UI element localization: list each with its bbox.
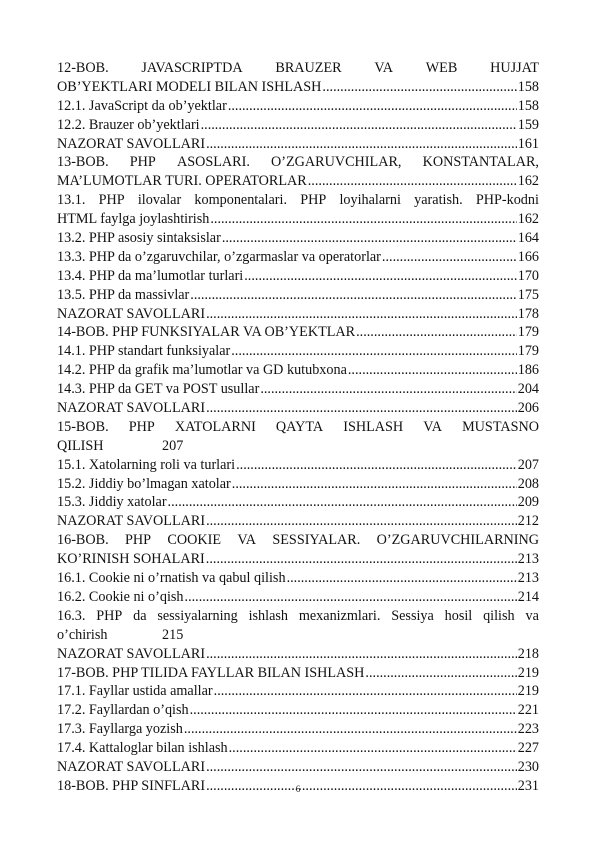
toc-entry-page: 179	[517, 324, 539, 341]
toc-word: PHP	[98, 192, 125, 209]
toc-word: KONSTANTALAR,	[422, 154, 539, 171]
toc-entry-label: KO’RINISH SOHALARI	[57, 551, 205, 568]
toc-entry	[57, 512, 539, 531]
toc-entry-label: OB’YEKTLARI MODELI BILAN ISHLASH	[57, 78, 322, 95]
toc-entry	[57, 569, 539, 588]
toc-entry-page: 178	[517, 305, 539, 322]
dot-leader	[322, 78, 516, 97]
dot-leader	[210, 210, 516, 229]
toc-word: WEB	[425, 60, 458, 76]
toc-entry-label: 16.1. Cookie ni o’rnatish va qabul qilish	[57, 570, 286, 587]
toc-entry	[57, 59, 539, 78]
toc-entry-page: 206	[517, 400, 539, 417]
dot-leader	[222, 229, 517, 248]
toc-word: VA	[237, 532, 257, 549]
dot-leader	[308, 172, 517, 191]
dot-leader	[365, 664, 516, 683]
toc-word: VA	[423, 418, 442, 435]
toc-entry-page: 214	[517, 588, 539, 605]
toc-entry-label: 12.2. Brauzer ob’yektlari	[57, 116, 200, 133]
toc-entry-page: 207	[517, 456, 539, 473]
dot-leader	[356, 323, 517, 342]
toc-entry-page: 158	[517, 78, 539, 95]
toc-entry	[57, 456, 539, 475]
toc-word: 13.1.	[57, 192, 86, 209]
toc-entry-page: 161	[517, 135, 539, 152]
toc-entry-label: 17.4. Kattaloglar bilan ishlash	[57, 740, 228, 757]
toc-word: 13-BOB.	[57, 154, 109, 171]
toc-entry	[57, 323, 539, 342]
toc-word: ASOSLARI.	[176, 154, 250, 171]
toc-word: VA	[374, 60, 394, 76]
toc-entry-page: 219	[517, 664, 539, 681]
dot-leader	[214, 682, 517, 701]
toc-entry-label: 17-BOB. PHP TILIDA FAYLLAR BILAN ISHLASH	[57, 664, 365, 681]
toc-entry-page: 231	[517, 777, 539, 794]
toc-word: O’ZGARUVCHILARNING	[376, 532, 539, 549]
toc-entry	[57, 380, 539, 399]
toc-entry-page: 175	[517, 286, 539, 303]
toc-entry-page: 186	[517, 362, 539, 379]
dot-leader	[206, 135, 517, 154]
toc-word: 12-BOB.	[57, 60, 109, 76]
toc-entry-page: 162	[517, 173, 539, 190]
toc-entry-page: 179	[517, 343, 539, 360]
toc-entry-label: 13.2. PHP asosiy sintaksislar	[57, 230, 221, 247]
toc-entry-label: 14.2. PHP da grafik ma’lumotlar va GD kutubxona	[57, 362, 347, 379]
dot-leader	[260, 380, 516, 399]
toc-word: PHP	[300, 192, 327, 209]
toc-entry-label: 12.1. JavaScript da ob’yektlar	[57, 97, 227, 114]
toc-word: hosil	[444, 607, 473, 624]
toc-entry	[57, 739, 539, 758]
toc-word: MUSTASNO	[462, 418, 539, 435]
dot-leader	[232, 475, 517, 494]
toc-entry-label: 18-BOB. PHP SINFLARI	[57, 777, 206, 794]
toc-entry	[57, 210, 539, 229]
toc-word: SESSIYALAR.	[272, 532, 361, 549]
toc-entry-page: 215	[162, 626, 184, 643]
toc-entry	[57, 342, 539, 361]
dot-leader	[190, 701, 517, 720]
toc-entry	[57, 493, 539, 512]
toc-entry	[57, 286, 539, 305]
toc-entry	[57, 361, 539, 380]
toc-entry-page: 204	[517, 381, 539, 398]
toc-entry-page: 218	[517, 645, 539, 662]
toc-entry	[57, 305, 539, 324]
toc-entry-label: 17.2. Fayllardan o’qish	[57, 702, 189, 719]
toc-word: COOKIE	[167, 532, 221, 549]
toc-entry	[57, 116, 539, 135]
page-number: 6	[295, 784, 301, 794]
toc-entry	[57, 645, 539, 664]
toc-entry-page: 212	[517, 513, 539, 530]
toc-entry-label: NAZORAT SAVOLLARI	[57, 305, 206, 322]
toc-entry	[57, 191, 539, 210]
toc-word: O’ZGARUVCHILAR,	[271, 154, 402, 171]
toc-word: PHP	[96, 607, 123, 624]
toc-entry-page: 209	[517, 494, 539, 511]
toc-word: 15-BOB.	[57, 418, 109, 435]
dot-leader	[206, 399, 517, 418]
toc-entry	[57, 588, 539, 607]
dot-leader	[184, 720, 517, 739]
toc-entry	[57, 664, 539, 683]
toc-entry	[57, 97, 539, 116]
toc-word: va	[525, 607, 539, 624]
table-of-contents	[57, 59, 539, 796]
toc-entry-page: 159	[517, 116, 539, 133]
dot-leader	[348, 361, 517, 380]
toc-word: ISHLASH	[343, 418, 404, 435]
toc-entry	[57, 418, 539, 437]
dot-leader	[287, 569, 517, 588]
toc-entry-label: 15.3. Jiddiy xatolar	[57, 494, 167, 511]
toc-entry	[57, 248, 539, 267]
toc-word: PHP	[125, 532, 152, 549]
toc-entry-label: o’chirish	[57, 626, 108, 643]
dot-leader	[206, 550, 517, 569]
toc-entry-page: 221	[517, 702, 539, 719]
dot-leader	[185, 588, 517, 607]
toc-entry	[57, 607, 539, 626]
dot-leader	[229, 739, 517, 758]
toc-entry-label: HTML faylga joylashtirish	[57, 211, 210, 228]
toc-entry	[57, 682, 539, 701]
toc-word: PHP-kodni	[475, 192, 539, 209]
toc-entry	[57, 720, 539, 739]
toc-entry-page: 213	[517, 551, 539, 568]
toc-word: QAYTA	[275, 418, 324, 435]
toc-entry-label: 14.3. PHP da GET va POST usullar	[57, 381, 260, 398]
toc-entry-label: 13.3. PHP da o’zgaruvchilar, o’zgarmaslar va operatorlar	[57, 248, 381, 265]
toc-word: PHP	[128, 418, 155, 435]
toc-word: da	[133, 607, 147, 624]
toc-entry	[57, 550, 539, 569]
toc-entry-label: 13.5. PHP da massivlar	[57, 286, 190, 303]
dot-leader	[206, 645, 517, 664]
toc-entry-page: 219	[517, 683, 539, 700]
toc-word: JAVASCRIPTDA	[141, 60, 243, 76]
toc-entry-label: NAZORAT SAVOLLARI	[57, 135, 206, 152]
toc-entry-label: 14.1. PHP standart funksiyalar	[57, 343, 231, 360]
toc-word: ilovalar	[137, 192, 182, 209]
dot-leader	[190, 286, 516, 305]
toc-entry	[57, 758, 539, 777]
toc-entry-label: QILISH	[57, 437, 104, 454]
toc-entry-label: NAZORAT SAVOLLARI	[57, 645, 206, 662]
toc-entry-page: 170	[517, 267, 539, 284]
toc-word: mexanizmlari.	[298, 607, 381, 624]
toc-entry	[57, 701, 539, 720]
toc-word: 16.3.	[57, 607, 86, 624]
toc-entry-page: 158	[517, 97, 539, 114]
toc-entry	[57, 531, 539, 550]
toc-entry-label: NAZORAT SAVOLLARI	[57, 400, 206, 417]
toc-word: yaratish.	[414, 192, 463, 209]
toc-word: loyihalarni	[339, 192, 401, 209]
toc-entry-label: MA’LUMOTLAR TURI. OPERATORLAR	[57, 173, 307, 190]
toc-entry	[57, 153, 539, 172]
toc-entry-label: 17.3. Fayllarga yozish	[57, 721, 183, 738]
toc-word: sessiyalarning	[157, 607, 238, 624]
dot-leader	[168, 493, 517, 512]
dot-leader	[201, 116, 517, 135]
dot-leader	[382, 248, 517, 267]
toc-entry-label: 13.4. PHP da ma’lumotlar turlari	[57, 267, 244, 284]
toc-entry-label: NAZORAT SAVOLLARI	[57, 758, 206, 775]
toc-entry	[57, 229, 539, 248]
toc-entry	[57, 399, 539, 418]
toc-entry	[57, 172, 539, 191]
toc-word: HUJJAT	[490, 60, 539, 76]
dot-leader	[228, 97, 517, 116]
dot-leader	[206, 512, 517, 531]
toc-entry-page: 223	[517, 721, 539, 738]
toc-entry-page: 207	[162, 437, 184, 454]
toc-entry-label: 17.1. Fayllar ustida amallar	[57, 683, 213, 700]
toc-entry-label: 14-BOB. PHP FUNKSIYALAR VA OB’YEKTLAR	[57, 324, 356, 341]
toc-entry	[57, 78, 539, 97]
toc-entry	[57, 135, 539, 154]
toc-entry-page: 227	[517, 740, 539, 757]
toc-word: 16-BOB.	[57, 532, 109, 549]
toc-entry-page: 162	[517, 211, 539, 228]
dot-leader	[231, 342, 516, 361]
toc-word: BRAUZER	[275, 60, 342, 76]
toc-entry-page: 166	[517, 248, 539, 265]
toc-word: komponentalari.	[194, 192, 287, 209]
toc-entry-page: 164	[517, 230, 539, 247]
toc-word: qilish	[483, 607, 515, 624]
toc-word: ishlash	[248, 607, 288, 624]
toc-word: XATOLARNI	[174, 418, 256, 435]
toc-entry	[57, 437, 539, 456]
dot-leader	[236, 456, 517, 475]
toc-word: Sessiya	[391, 607, 434, 624]
toc-entry-label: 15.1. Xatolarning roli va turlari	[57, 456, 236, 473]
dot-leader	[244, 267, 516, 286]
toc-entry	[57, 626, 539, 645]
dot-leader	[206, 305, 517, 324]
toc-entry	[57, 475, 539, 494]
toc-entry-label: 16.2. Cookie ni o’qish	[57, 588, 184, 605]
toc-entry-page: 230	[517, 758, 539, 775]
toc-entry-page: 213	[517, 570, 539, 587]
toc-entry-label: NAZORAT SAVOLLARI	[57, 513, 206, 530]
toc-word: PHP	[129, 154, 156, 171]
toc-entry-label: 15.2. Jiddiy bo’lmagan xatolar	[57, 475, 231, 492]
toc-entry	[57, 267, 539, 286]
toc-entry-page: 208	[517, 475, 539, 492]
dot-leader	[206, 758, 517, 777]
